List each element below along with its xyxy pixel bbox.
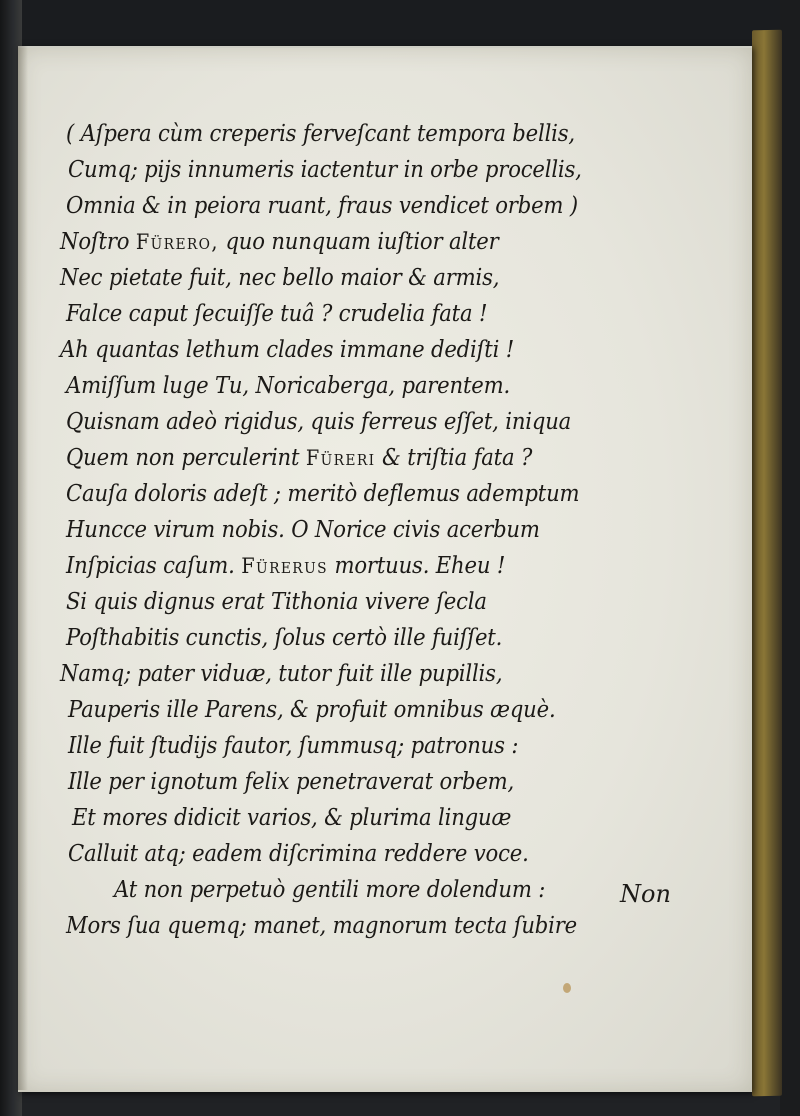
poem-line: Omnia & in peiora ruant, fraus vendicet orbem ) xyxy=(66,193,578,219)
poem-line: Namq; pater viduæ, tutor fuit ille pupillis, xyxy=(60,661,503,687)
poem-line: Ah quantas lethum clades immane dediſti ! xyxy=(60,337,515,363)
poem-line: Mors ſua quemq; manet, magnorum tecta ſubire xyxy=(66,913,578,939)
poem-line: Ille per ignotum felix penetraverat orbem, xyxy=(68,769,515,795)
poem-line: At non perpetuò gentili more dolendum : xyxy=(114,877,546,903)
poem-line: Huncce virum nobis. O Norice civis acerbum xyxy=(66,517,540,543)
backing-board-top xyxy=(0,0,800,48)
book-page xyxy=(18,46,752,1092)
gutter-shadow xyxy=(18,46,28,1090)
poem-line: Cumq; pijs innumeris iactentur in orbe procellis, xyxy=(68,157,582,183)
poem-line: Falce caput ſecuiſſe tuâ ? crudelia fata ! xyxy=(66,301,488,327)
poem-line: Nec pietate fuit, nec bello maior & armis, xyxy=(60,265,500,291)
poem-line: Inſpicias caſum. Fürerus mortuus. Eheu ! xyxy=(66,553,506,579)
poem-line: Quisnam adeò rigidus, quis ferreus eſſet, iniqua xyxy=(66,409,572,435)
poem-line: ( Aſpera cùm creperis ferveſcant tempora bellis, xyxy=(66,121,575,147)
poem-line: Cauſa doloris adeſt ; meritò deflemus ademptum xyxy=(66,481,580,507)
poem-line: Et mores didicit varios, & plurima linguæ xyxy=(72,805,512,831)
poem-line: Poſthabitis cunctis, ſolus certò ille fuiſſet. xyxy=(66,625,503,651)
book-cover-edge xyxy=(752,30,782,1097)
poem-line: Quem non perculerint Füreri & triſtia fata ? xyxy=(66,445,533,471)
poem-line: Ille fuit ſtudijs fautor, ſummusq; patronus : xyxy=(68,733,519,759)
catchword: Non xyxy=(620,880,671,908)
poem-line: Calluit atq; eadem diſcrimina reddere voce. xyxy=(68,841,529,867)
poem-line: Noſtro Fürero, quo nunquam iuſtior alter xyxy=(60,229,499,255)
poem-line: Amiſſum luge Tu, Noricaberga, parentem. xyxy=(66,373,511,399)
backing-board-right xyxy=(780,0,800,1116)
poem-line: Si quis dignus erat Tithonia vivere ſecla xyxy=(66,589,487,615)
ink-stain xyxy=(563,983,571,993)
poem-line: Pauperis ille Parens, & profuit omnibus æquè. xyxy=(68,697,556,723)
